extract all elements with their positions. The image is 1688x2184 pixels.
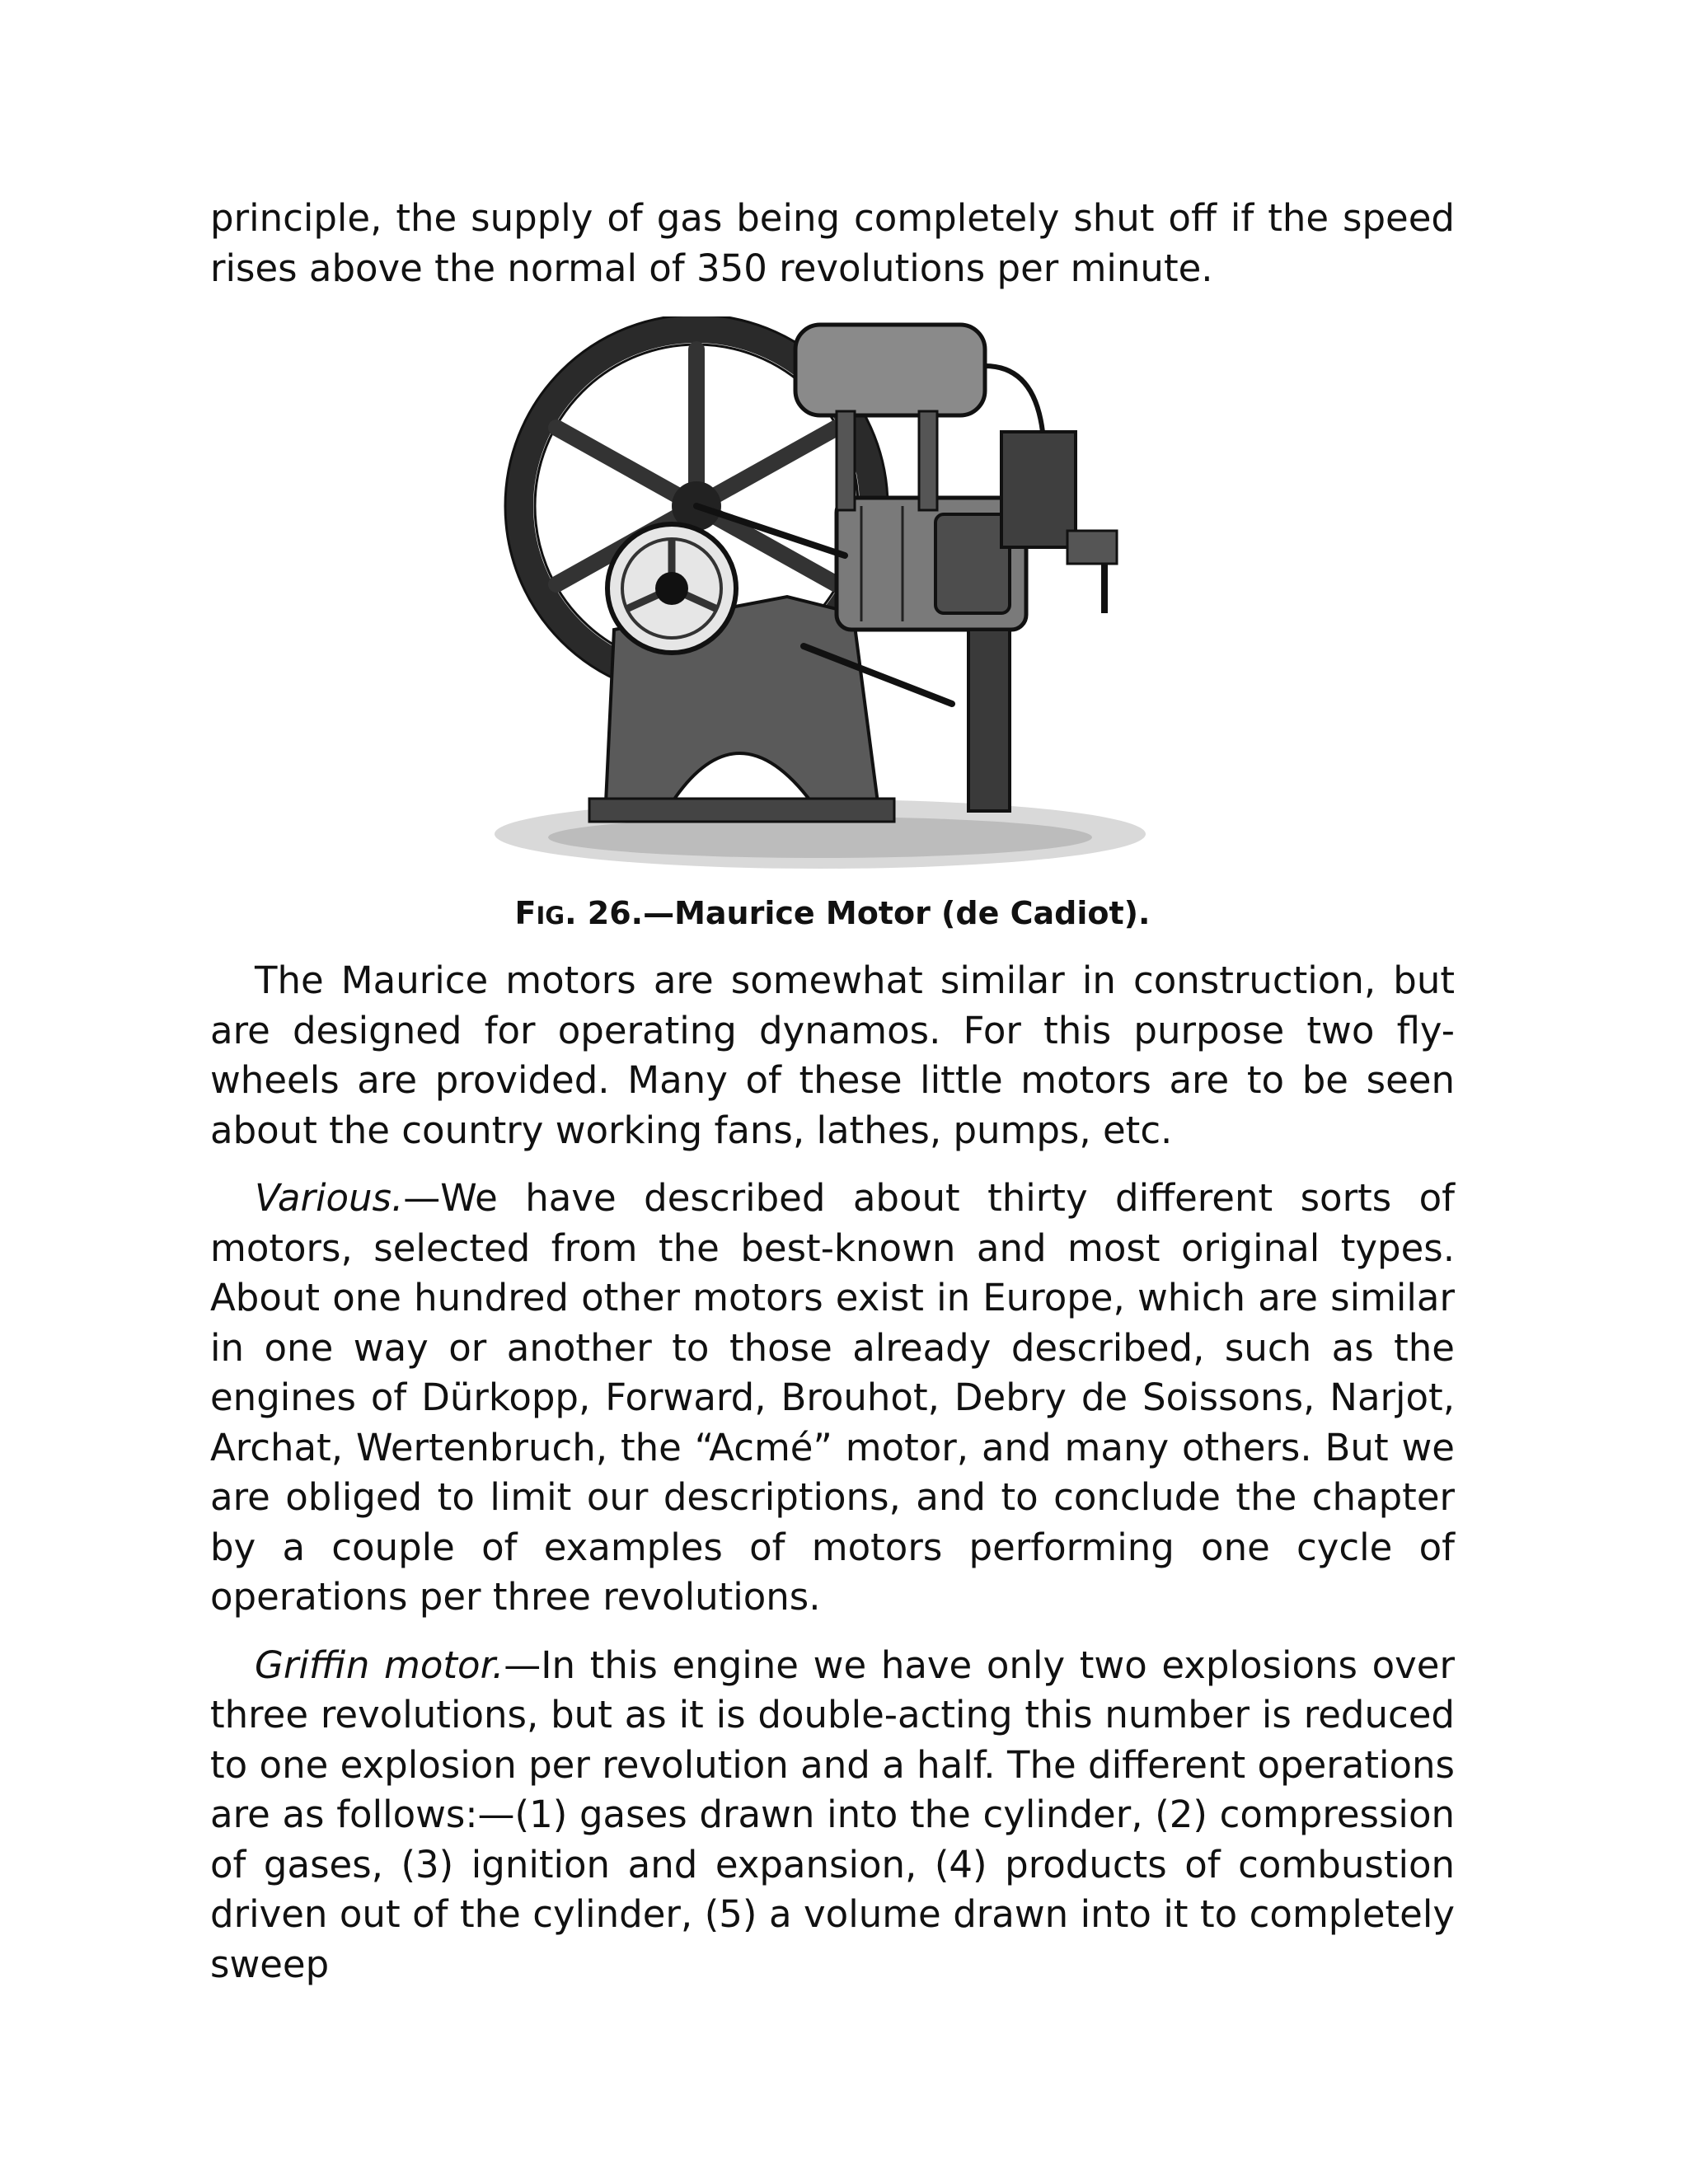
pulley (607, 524, 736, 653)
paragraph-4-text: —In this engine we have only two explosions over three revolutions, but as it is double-acting this number is reduced to one explosion per revolution and a half. The different operations are as follows:—(1) gases drawn into the cylinder, (2) compression of gases, (3) ignition and expansion, (4) products of combustion driven out of the cylinder, (5) a volume drawn into it to completely sweep (210, 1643, 1455, 1986)
paragraph-2: The Maurice motors are somewhat similar in construction, but are designed for operating dynamos. For this purpose two fly-wheels are provided. Many of these little motors are to be seen about the country working fans, lathes, pumps, etc. (210, 958, 1455, 1152)
cylinder (837, 498, 1026, 630)
caption-initial: F (514, 895, 537, 931)
paragraph-1: principle, the supply of gas being completely shut off if the speed rises above the normal of 350 revolutions per minute. (210, 196, 1455, 290)
engine-illustration (490, 316, 1150, 877)
page-content (210, 194, 1455, 1990)
column (968, 630, 1010, 811)
caption-text: . 26.—Maurice Motor (de Cadiot). (565, 895, 1151, 931)
paragraph-3 (210, 1174, 1455, 1623)
paragraph-3-text: —We have described about thirty different sorts of motors, selected from the best-known and most original types. About one hundred other motors exist in Europe, which are similar in one way or another to those already described, such as the engines of Dürkopp, Forward, Brouhot, Debry de Soissons, Narjot, Archat, Wertenbruch, the “Acmé” motor, and many others. But we are obliged to limit our descriptions, and to conclude the chapter by a couple of examples of motors performing one cycle of operations per three revolutions. (210, 1176, 1455, 1619)
caption-smallcaps: IG (536, 902, 565, 930)
paragraph-3-lead: Various. (255, 1176, 404, 1220)
figure-caption (210, 895, 1455, 931)
figure-26 (210, 316, 1455, 877)
paragraph-4 (210, 1641, 1455, 1990)
paragraph-4-lead: Griffin motor. (255, 1643, 504, 1687)
gas-reservoir (795, 325, 985, 510)
